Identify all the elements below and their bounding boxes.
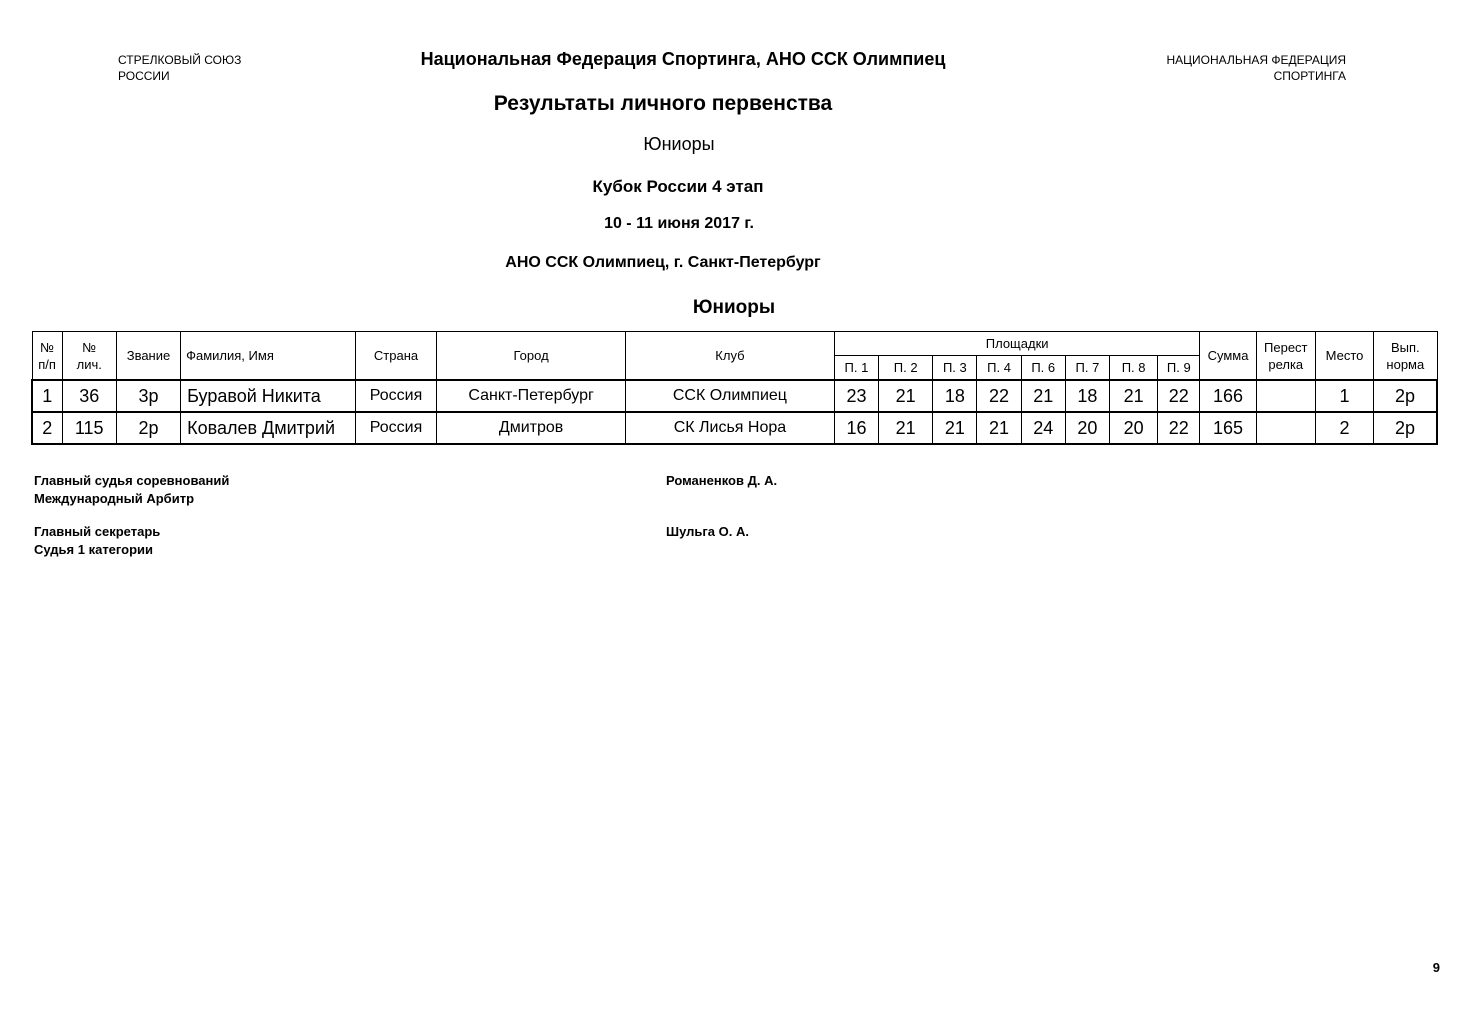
cell-shootoff — [1256, 412, 1315, 444]
judge-title — [34, 472, 229, 508]
cell-score: 21 — [933, 412, 977, 444]
cell-score: 21 — [1110, 380, 1158, 412]
secretary-name: Шульга О. А. — [666, 524, 749, 539]
cell-score: 21 — [1021, 380, 1065, 412]
cell-score: 20 — [1065, 412, 1109, 444]
document-subtitle: Юниоры — [643, 134, 715, 154]
cell-rank: 2р — [116, 412, 180, 444]
col-name-header: Фамилия, Имя — [181, 332, 356, 381]
col-country-header: Страна — [355, 332, 436, 381]
cell-license: 36 — [62, 380, 116, 412]
cell-license: 115 — [62, 412, 116, 444]
cell-norm: 2р — [1374, 380, 1437, 412]
cell-score: 18 — [933, 380, 977, 412]
page-number: 9 — [1432, 960, 1440, 975]
secretary-title — [34, 523, 160, 559]
cell-city: Санкт-Петербург — [437, 380, 626, 412]
header-center-org: Национальная Федерация Спортинга, АНО ССК Олимпиец — [420, 49, 946, 69]
col-area-2-header: П. 2 — [879, 356, 933, 381]
cell-score: 24 — [1021, 412, 1065, 444]
col-norm-header: Вып. норма — [1374, 332, 1437, 381]
cell-score: 22 — [977, 380, 1021, 412]
col-area-9-header: П. 9 — [1158, 356, 1200, 381]
col-club-header: Клуб — [625, 332, 834, 381]
cell-score: 23 — [834, 380, 878, 412]
results-table — [31, 331, 1438, 445]
header-right-line2: СПОРТИНГА — [1273, 69, 1346, 83]
col-shootoff-header: Перест релка — [1256, 332, 1315, 381]
col-area-6-header: П. 6 — [1021, 356, 1065, 381]
table-header-row — [32, 332, 1437, 356]
cell-country: Россия — [355, 412, 436, 444]
event-name: Кубок России 4 этап — [592, 177, 764, 196]
table-row — [32, 412, 1437, 444]
col-sum-header: Сумма — [1200, 332, 1256, 381]
cell-name: Буравой Никита — [181, 380, 356, 412]
group-title: Юниоры — [692, 297, 776, 318]
cell-place: 2 — [1315, 412, 1373, 444]
col-areas-header: Площадки — [834, 332, 1200, 356]
cell-club: СК Лисья Нора — [625, 412, 834, 444]
secretary-title-line2: Судья 1 категории — [34, 542, 154, 557]
cell-score: 21 — [879, 380, 933, 412]
cell-score: 22 — [1158, 412, 1200, 444]
header-right-org — [1167, 52, 1347, 84]
cell-score: 22 — [1158, 380, 1200, 412]
cell-shootoff — [1256, 380, 1315, 412]
event-dates: 10 - 11 июня 2017 г. — [604, 215, 754, 232]
document-title: Результаты личного первенства — [493, 92, 833, 115]
cell-score: 21 — [977, 412, 1021, 444]
cell-num: 2 — [32, 412, 62, 444]
event-venue: АНО ССК Олимпиец, г. Санкт-Петербург — [505, 254, 821, 271]
cell-norm: 2р — [1374, 412, 1437, 444]
col-area-7-header: П. 7 — [1065, 356, 1109, 381]
judge-title-line1: Главный судья соревнований — [34, 473, 230, 488]
cell-club: ССК Олимпиец — [625, 380, 834, 412]
cell-name: Ковалев Дмитрий — [181, 412, 356, 444]
header-left-line1: СТРЕЛКОВЫЙ СОЮЗ — [118, 53, 242, 67]
cell-score: 21 — [879, 412, 933, 444]
table-row — [32, 380, 1437, 412]
secretary-title-line1: Главный секретарь — [34, 524, 161, 539]
cell-score: 18 — [1065, 380, 1109, 412]
cell-num: 1 — [32, 380, 62, 412]
cell-place: 1 — [1315, 380, 1373, 412]
cell-city: Дмитров — [437, 412, 626, 444]
header-right-line1: НАЦИОНАЛЬНАЯ ФЕДЕРАЦИЯ — [1166, 53, 1346, 67]
cell-country: Россия — [355, 380, 436, 412]
cell-sum: 165 — [1200, 412, 1256, 444]
header-left-line2: РОССИИ — [118, 69, 170, 83]
cell-sum: 166 — [1200, 380, 1256, 412]
col-area-4-header: П. 4 — [977, 356, 1021, 381]
col-city-header: Город — [437, 332, 626, 381]
cell-score: 16 — [834, 412, 878, 444]
col-place-header: Место — [1315, 332, 1373, 381]
judge-title-line2: Международный Арбитр — [34, 491, 195, 506]
col-num-header: № п/п — [32, 332, 62, 381]
col-area-3-header: П. 3 — [933, 356, 977, 381]
judge-name: Романенков Д. А. — [666, 473, 778, 488]
col-area-1-header: П. 1 — [834, 356, 878, 381]
col-rank-header: Звание — [116, 332, 180, 381]
col-area-8-header: П. 8 — [1110, 356, 1158, 381]
cell-score: 20 — [1110, 412, 1158, 444]
col-license-header: № лич. — [62, 332, 116, 381]
cell-rank: 3р — [116, 380, 180, 412]
